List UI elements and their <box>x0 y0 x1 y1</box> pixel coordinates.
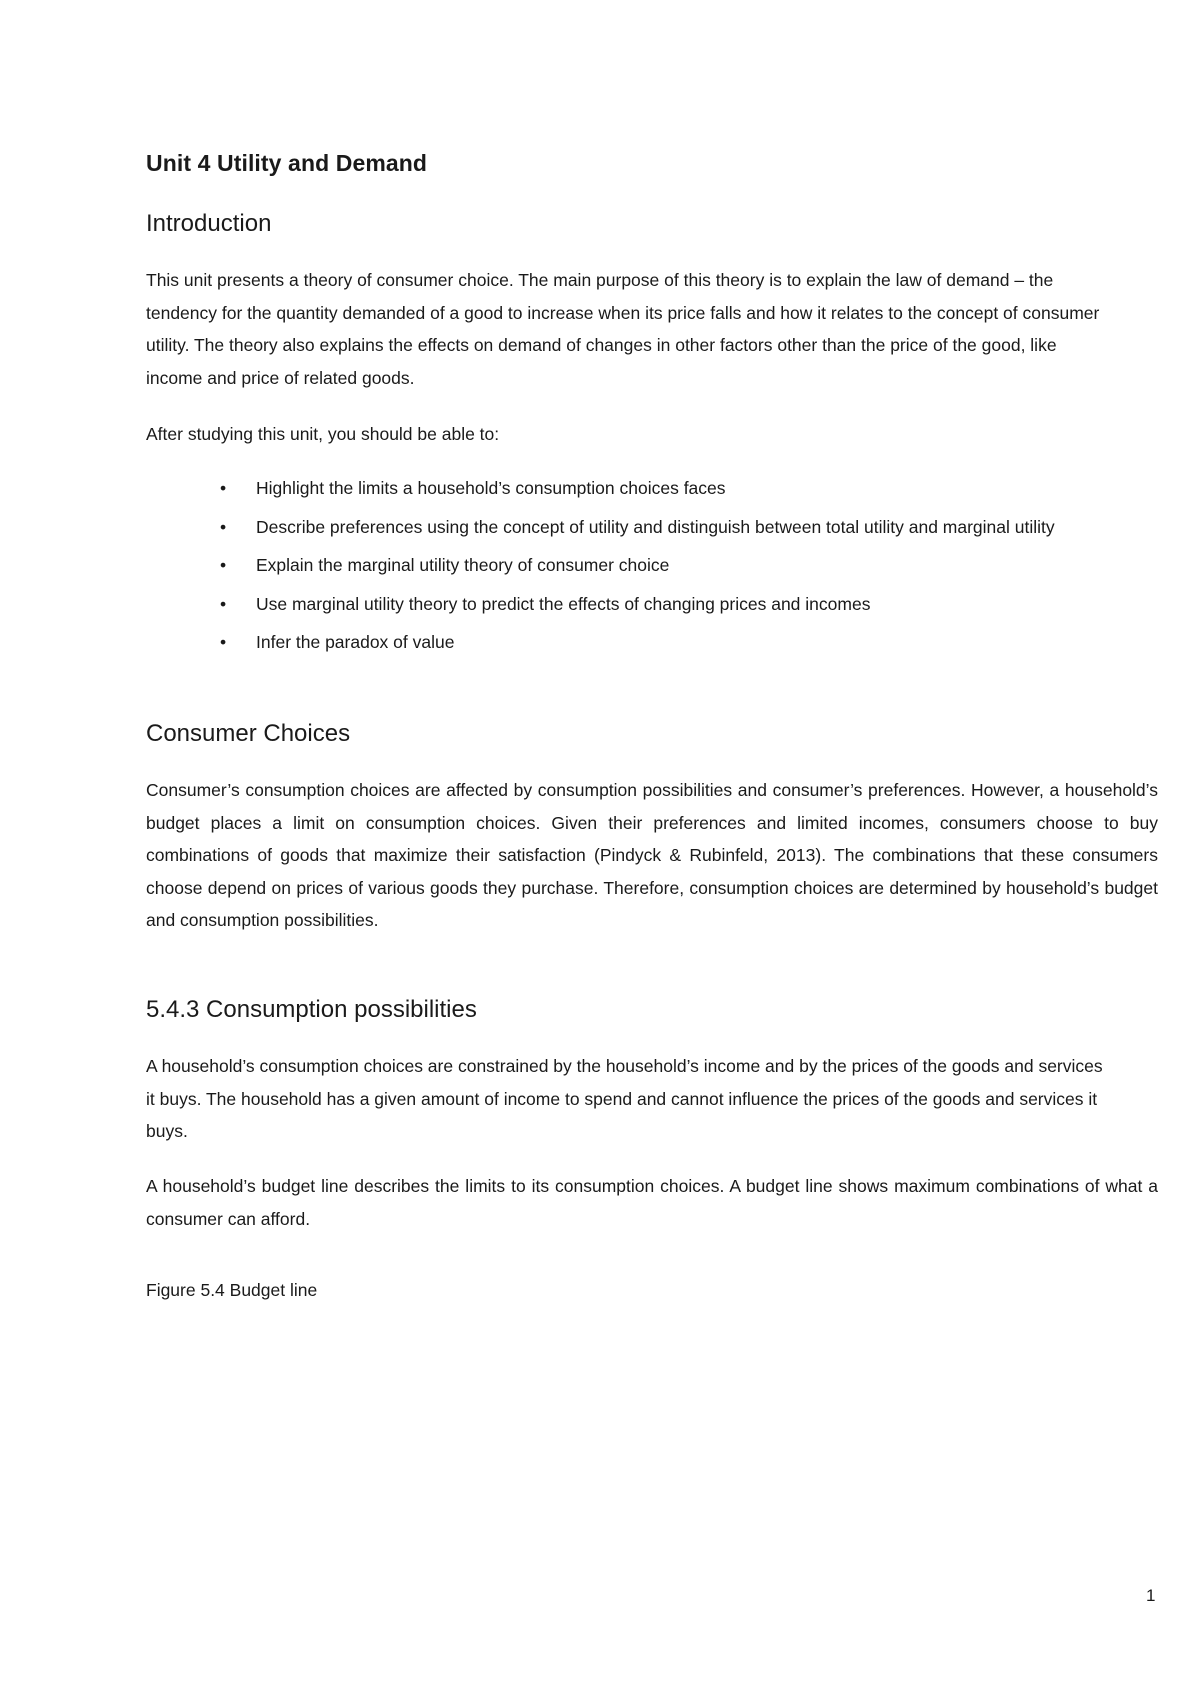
page-number: 1 <box>1146 1586 1156 1605</box>
figure-caption: Figure 5.4 Budget line <box>146 1280 318 1300</box>
bullet-icon: • <box>220 632 227 652</box>
objective-text: Describe preferences using the concept of utility and distinguish between total utility and marginal utility <box>256 516 1055 537</box>
objective-item <box>220 588 1165 621</box>
objective-item <box>220 511 1165 544</box>
introduction-paragraph: This unit presents a theory of consumer choice. The main purpose of this theory is to explain the law of demand – the tendency for the quantity demanded of a good to increase when its price falls and how it relates to the concept of consumer utility. The theory also explains the effects on demand of changes in other factors other than the price of the good, like income and price of related goods. <box>146 270 1100 388</box>
objective-item <box>220 626 1165 659</box>
objective-text: Use marginal utility theory to predict the effects of changing prices and incomes <box>256 593 871 614</box>
objectives-lead-in: After studying this unit, you should be able to: <box>146 424 500 444</box>
consumer-choices-heading: Consumer Choices <box>146 720 351 747</box>
introduction-heading: Introduction <box>146 210 272 237</box>
consumer-choices-paragraph: Consumer’s consumption choices are affected by consumption possibilities and consumer’s preferences. However, a household’s budget places a limit on consumption choices. Given their preferences and limited incomes, consumers choose to buy combinations of goods that maximize their satisfaction (Pindyck & Rubinfeld, 2013). The combinations that these consumers choose depend on prices of various goods they purchase. Therefore, consumption choices are determined by household’s budget and consumption possibilities. <box>146 780 1158 930</box>
bullet-icon: • <box>220 555 227 575</box>
objective-text: Explain the marginal utility theory of consumer choice <box>256 555 670 575</box>
objectives-list <box>220 472 1165 665</box>
bullet-icon: • <box>220 516 227 537</box>
objective-item <box>220 472 1165 505</box>
bullet-icon: • <box>220 478 227 498</box>
document-title: Unit 4 Utility and Demand <box>146 150 428 176</box>
objective-text: Highlight the limits a household’s consumption choices faces <box>256 478 726 498</box>
objective-item <box>220 549 1165 582</box>
objective-text: Infer the paradox of value <box>256 632 455 652</box>
consumption-possibilities-heading: 5.4.3 Consumption possibilities <box>146 996 477 1023</box>
bullet-icon: • <box>220 593 227 614</box>
budget-line-paragraph: A household’s budget line describes the limits to its consumption choices. A budget line shows maximum combinations of what a consumer can afford. <box>146 1176 1158 1229</box>
consumption-possibilities-paragraph: A household’s consumption choices are constrained by the household’s income and by the prices of the goods and services it buys. The household has a given amount of income to spend and cannot influence the prices of the goods and services it buys. <box>146 1056 1103 1141</box>
